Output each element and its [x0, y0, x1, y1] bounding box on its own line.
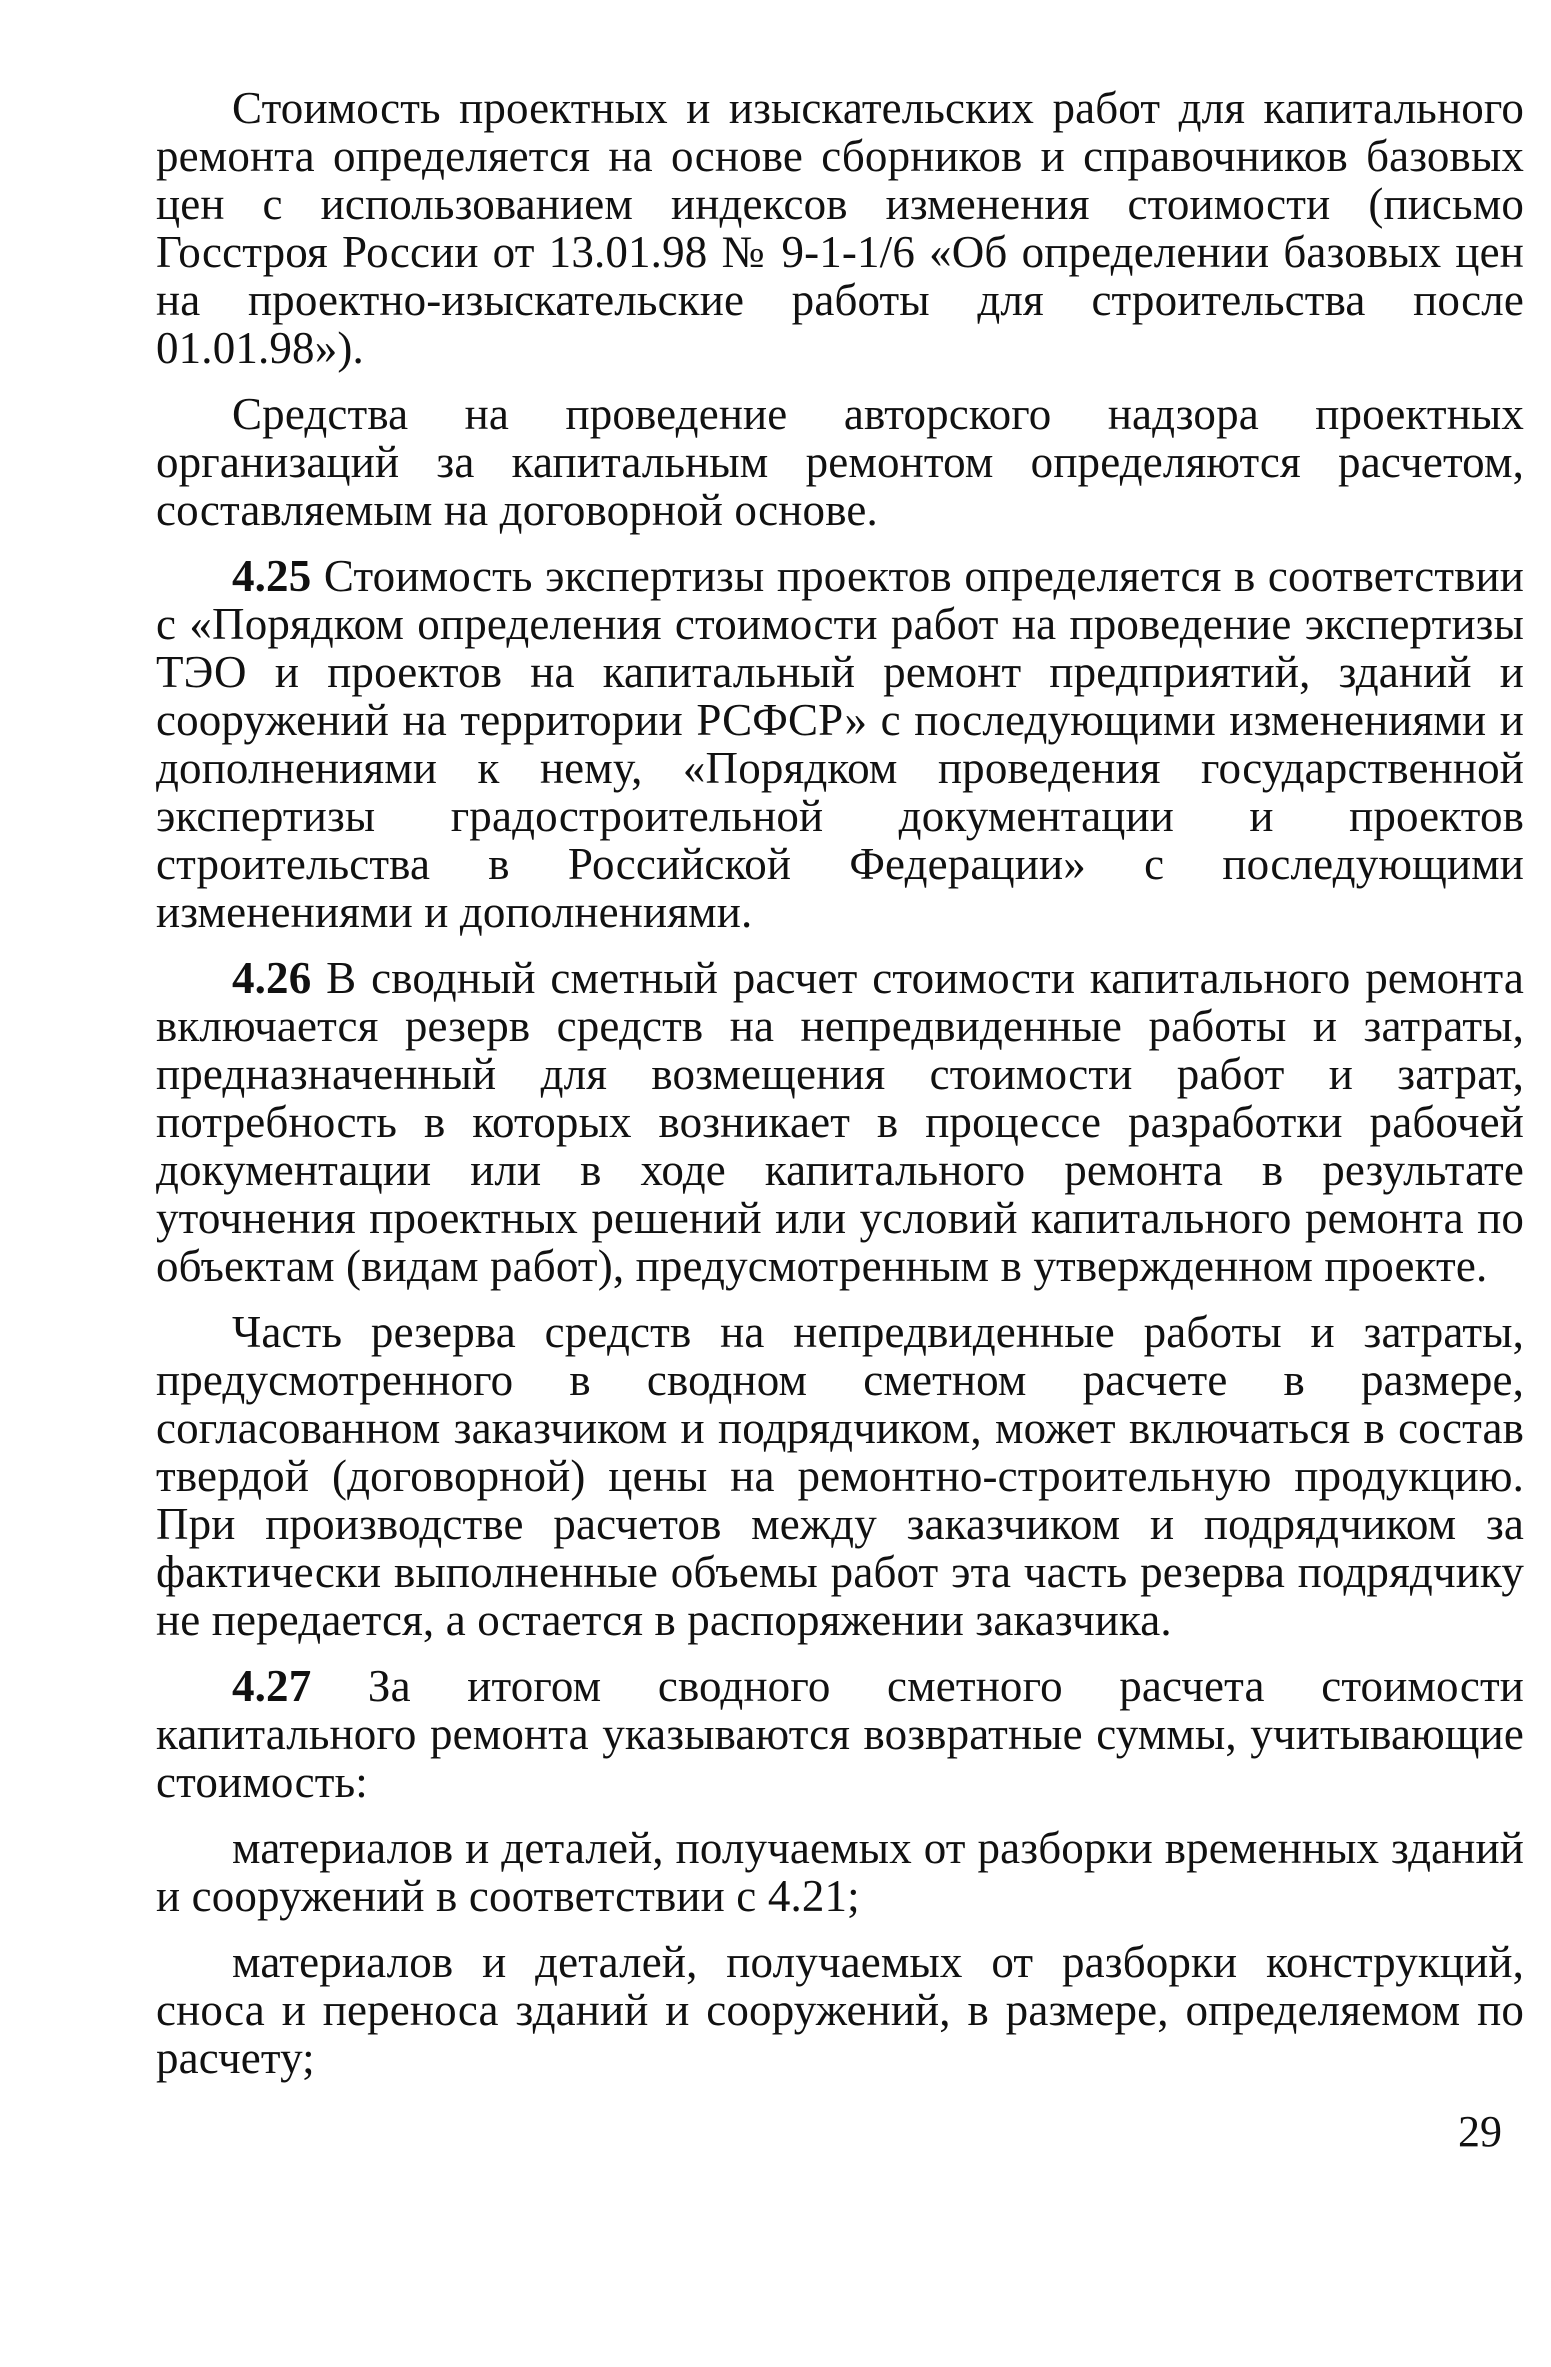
paragraph-text: За итогом сводного сметного расчета стоимости капитального ремонта указываются возвратные суммы, учитывающие стоимость:: [156, 1661, 1524, 1807]
paragraph-text: материалов и деталей, получаемых от разборки конструкций, сноса и переноса зданий и сооружений, в размере, определяемом по расчету;: [156, 1937, 1524, 2083]
paragraph-4-25: [156, 552, 1524, 936]
clause-number: 4.26: [232, 953, 312, 1003]
list-item-temporary-buildings: [156, 1824, 1524, 1920]
list-item-dismantling: [156, 1938, 1524, 2082]
clause-number: 4.25: [232, 551, 312, 601]
paragraph-text: Часть резерва средств на непредвиденные работы и затраты, предусмотренного в сводном сметном расчете в размере, согласованном заказчиком и подрядчиком, может включаться в состав твердой (договорной) цены на ремонтно-строительную продукцию. При производстве расчетов между заказчиком и подрядчиком за фактически выполненные объемы работ эта часть резерва подрядчику не передается, а остается в распоряжении заказчика.: [156, 1307, 1524, 1645]
paragraph-reserve-part: [156, 1308, 1524, 1644]
paragraph-4-26: [156, 954, 1524, 1290]
body-text: [156, 84, 1524, 2100]
clause-number: 4.27: [232, 1661, 312, 1711]
paragraph-text: В сводный сметный расчет стоимости капитального ремонта включается резерв средств на непредвиденные работы и затраты, предназначенный для возмещения стоимости работ и затрат, потребность в которых возникает в процессе разработки рабочей документации или в ходе капитального ремонта в результате уточнения проектных решений или условий капитального ремонта по объектам (видам работ), предусмотренным в утвержденном проекте.: [156, 953, 1524, 1291]
paragraph-text: материалов и деталей, получаемых от разборки временных зданий и сооружений в соответствии с 4.21;: [156, 1823, 1524, 1921]
page-number: 29: [1458, 2107, 1502, 2156]
paragraph-text: Стоимость проектных и изыскательских работ для капитального ремонта определяется на основе сборников и справочников базовых цен с использованием индексов изменения стоимости (письмо Госстроя России от 13.01.98 № 9-1-1/6 «Об определении базовых цен на проектно-изыскательские работы для строительства после 01.01.98»).: [156, 83, 1524, 373]
paragraph-author-supervision: [156, 390, 1524, 534]
paragraph-4-27: [156, 1662, 1524, 1806]
paragraph-design-survey-cost: [156, 84, 1524, 372]
paragraph-text: Стоимость экспертизы проектов определяется в соответствии с «Порядком определения стоимости работ на проведение экспертизы ТЭО и проектов на капитальный ремонт предприятий, зданий и сооружений на территории РСФСР» с последующими изменениями и дополнениями к нему, «Порядком проведения государственной экспертизы градостроительной документации и проектов строительства в Российской Федерации» с последующими изменениями и дополнениями.: [156, 551, 1524, 937]
paragraph-text: Средства на проведение авторского надзора проектных организаций за капитальным ремонтом определяются расчетом, составляемым на договорной основе.: [156, 389, 1524, 535]
